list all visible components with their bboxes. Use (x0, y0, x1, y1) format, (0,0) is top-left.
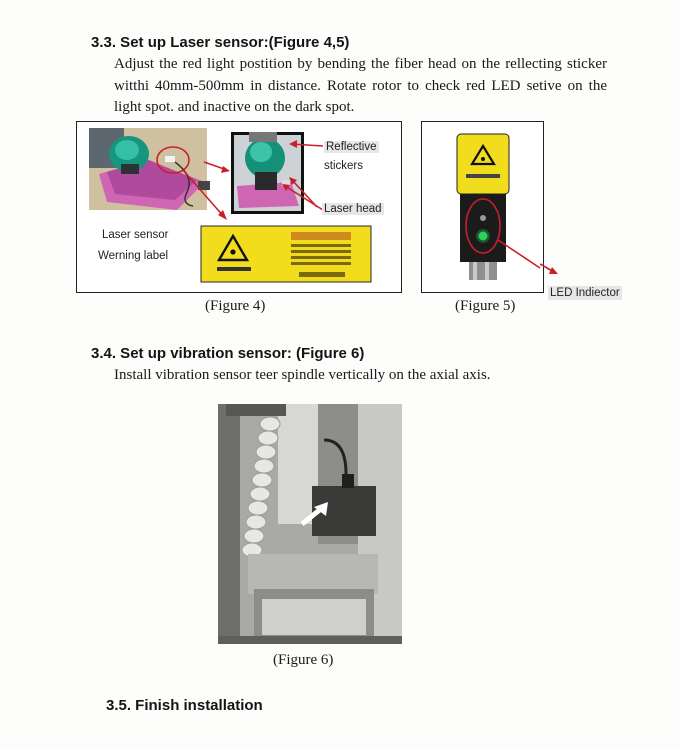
figure-4-caption: (Figure 4) (205, 298, 266, 314)
figure-5 (421, 121, 544, 293)
section-3-3-body: Adjust the red light postition by bending the fiber head on the rellecting sticker witthi 40mm-500mm in distance. Rotate rotor to check red LED setive on the light spot. and inactive on the dark spot. (114, 56, 607, 115)
figure-4 (76, 121, 402, 293)
section-3-3-heading: 3.3. Set up Laser sensor:(Figure 4,5) (91, 34, 350, 51)
label-laser-sensor: Laser sensor (102, 229, 169, 241)
led-arrow (540, 262, 560, 276)
label-warning-label: Werning label (98, 250, 169, 262)
figure-5-caption: (Figure 5) (455, 298, 516, 314)
section-3-4-body: Install vibration sensor teer spindle vertically on the axial axis. (114, 367, 491, 383)
callout-led-indicator: LED Indiector (550, 287, 620, 299)
figure-5-illustration (422, 122, 542, 291)
callout-reflective: Reflective (326, 141, 377, 153)
figure-6-caption: (Figure 6) (273, 652, 334, 668)
callout-stickers: stickers (324, 160, 363, 172)
section-3-4-heading: 3.4. Set up vibration sensor: (Figure 6) (91, 345, 365, 362)
callout-laser-head: Laser head (324, 203, 382, 215)
figure-6-photo (218, 404, 402, 644)
section-3-5-heading: 3.5. Finish installation (106, 697, 263, 714)
